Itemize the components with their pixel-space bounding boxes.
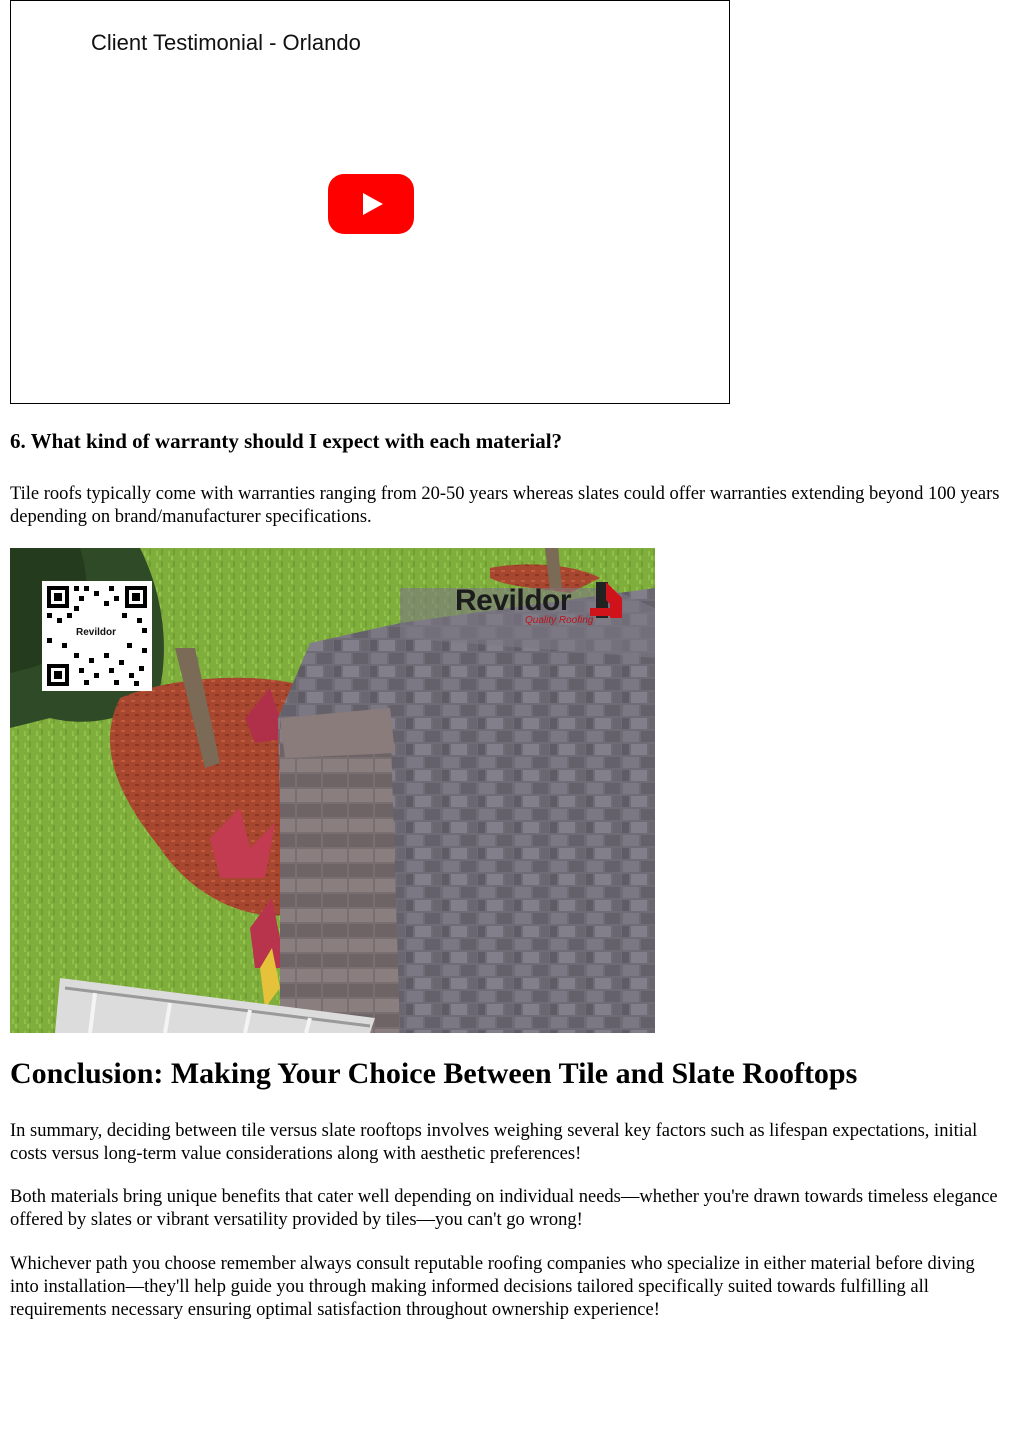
faq-heading: 6. What kind of warranty should I expect with each material? <box>10 429 563 453</box>
faq-answer: Tile roofs typically come with warranties ranging from 20-50 years whereas slates could offer warranties extending beyond 100 years depending on brand/manufacturer specifications. <box>10 484 1000 527</box>
qr-logo-text: Revildor <box>76 627 117 638</box>
video-title[interactable]: Client Testimonial - Orlando <box>91 30 361 55</box>
logo-tagline: Quality Roofing <box>525 615 594 626</box>
conclusion-paragraph-1: In summary, deciding between tile versus slate rooftops involves weighing several key factors such as lifespan expectations, initial costs versus long-term value considerations along with aesthetic preferences! <box>10 1121 978 1164</box>
conclusion-paragraph-3: Whichever path you choose remember always consult reputable roofing companies who specialize in either material before diving into installation—they'll help guide you through making informed decisions tailored specifically suited towards fulfilling all requirements necessary ensuring optimal satisfaction throughout ownership experience! <box>10 1254 975 1320</box>
play-triangle-icon <box>363 193 383 215</box>
conclusion-heading: Conclusion: Making Your Choice Between Tile and Slate Rooftops <box>10 1057 858 1090</box>
roof-photo <box>10 548 655 1033</box>
youtube-play-icon[interactable] <box>328 174 414 234</box>
logo-text: Revildor <box>455 584 572 617</box>
video-embed[interactable] <box>10 0 730 404</box>
conclusion-paragraph-2: Both materials bring unique benefits that cater well depending on individual needs—whether you're drawn towards timeless elegance offered by slates or vibrant versatility provided by tiles—you can't go wrong! <box>10 1187 998 1230</box>
